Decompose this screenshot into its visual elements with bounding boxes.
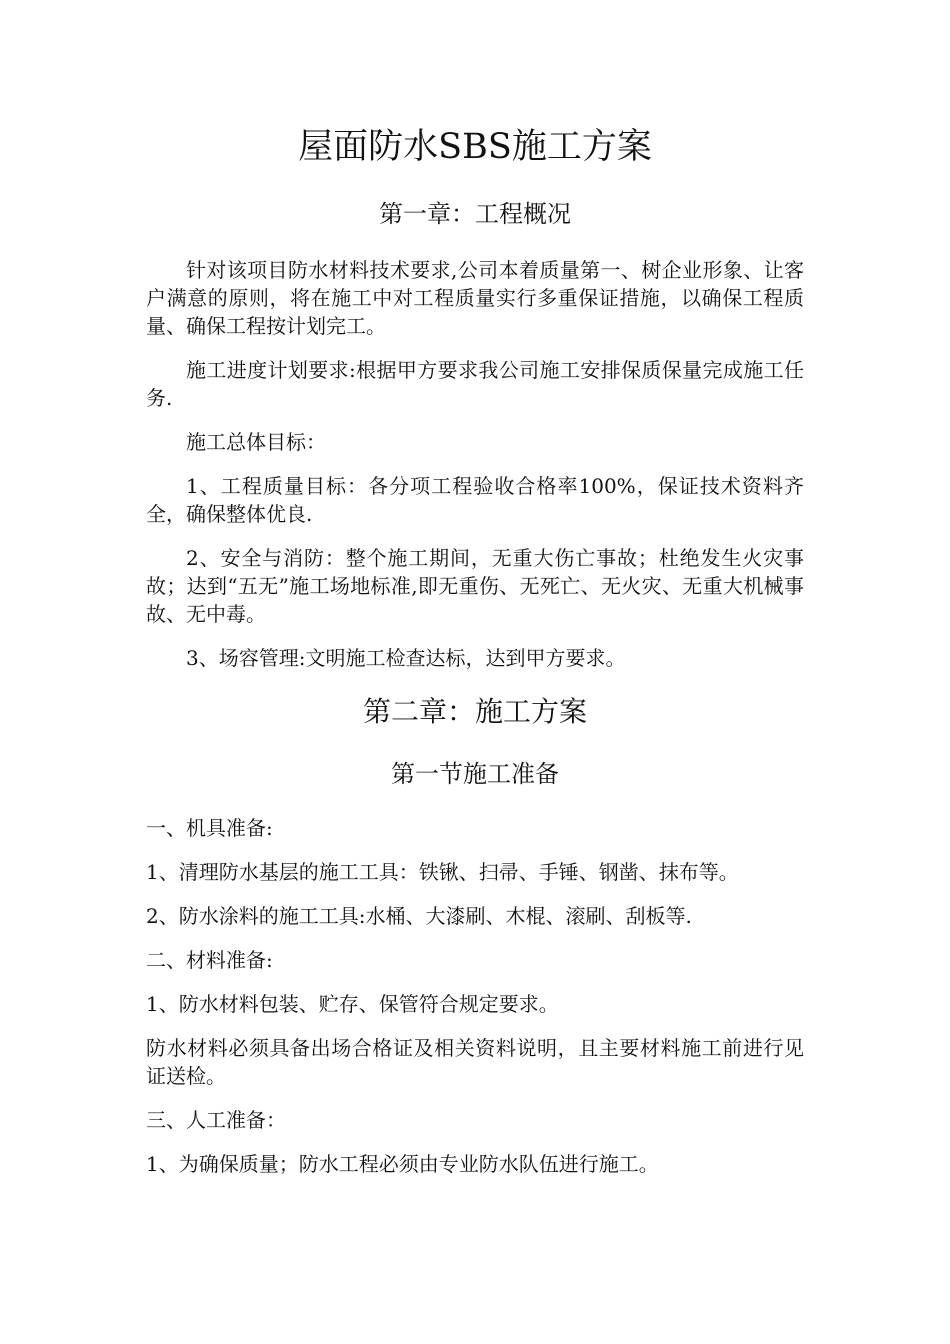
paragraph-labor-prep: 三、人工准备： bbox=[146, 1108, 286, 1132]
section-1-heading: 第一节施工准备 bbox=[391, 760, 559, 788]
document-title: 屋面防水SBS施工方案 bbox=[298, 127, 652, 167]
paragraph-site-management: 3、场容管理:文明施工检查达标，达到甲方要求。 bbox=[186, 646, 626, 670]
chapter-2-heading: 第二章：施工方案 bbox=[362, 695, 587, 728]
chapter-1-heading: 第一章：工程概况 bbox=[379, 200, 571, 228]
paragraph-schedule-requirement: 施工进度计划要求:根据甲方要求我公司施工安排保质保量完成施工任务. bbox=[146, 358, 804, 410]
paragraph-material-prep: 二、材料准备: bbox=[146, 948, 273, 972]
paragraph-tools-prep: 一、机具准备: bbox=[146, 816, 273, 840]
paragraph-material-storage: 1、防水材料包装、贮存、保管符合规定要求。 bbox=[146, 992, 559, 1016]
paragraph-quality-commitment: 针对该项目防水材料技术要求,公司本着质量第一、树企业形象、让客户满意的原则，将在施工中对工程质量实行多重保证措施，以确保工程质量、确保工程按计划完工。 bbox=[146, 258, 804, 338]
paragraph-professional-team: 1、为确保质量；防水工程必须由专业防水队伍进行施工。 bbox=[146, 1152, 659, 1176]
paragraph-coating-tools: 2、防水涂料的施工工具:水桶、大漆刷、木棍、滚刷、刮板等. bbox=[146, 904, 692, 928]
paragraph-quality-goal: 1、工程质量目标：各分项工程验收合格率100%，保证技术资料齐全，确保整体优良. bbox=[146, 474, 804, 526]
paragraph-material-certificate: 防水材料必须具备出场合格证及相关资料说明，且主要材料施工前进行见证送检。 bbox=[146, 1036, 804, 1088]
paragraph-safety-goal: 2、安全与消防：整个施工期间，无重大伤亡事故；杜绝发生火灾事故；达到“五无”施工场地标准,即无重伤、无死亡、无火灾、无重大机械事故、无中毒。 bbox=[146, 546, 804, 626]
paragraph-cleaning-tools: 1、清理防水基层的施工工具：铁锹、扫帚、手锤、钢凿、抹布等。 bbox=[146, 860, 739, 884]
paragraph-overall-goal: 施工总体目标： bbox=[186, 430, 326, 454]
